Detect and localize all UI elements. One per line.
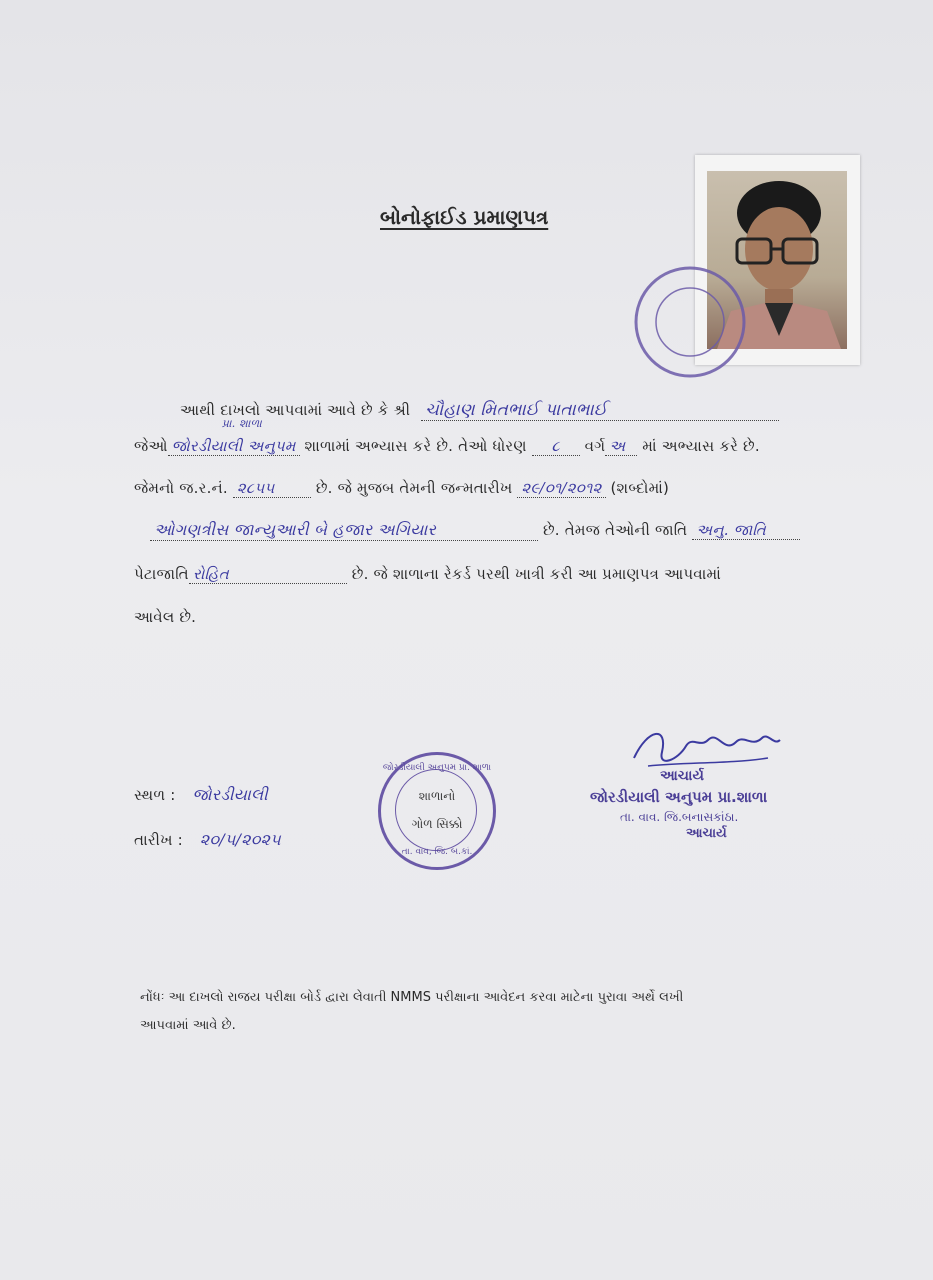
caste: અનુ. જાતિ [692,521,800,540]
school-seal-ring-text: જોરડીયાલી અનુપમ પ્રા. શાળા [382,763,492,773]
principal-signature [628,718,788,778]
principal-stamp-line1: જોરડીયાલી અનુપમ પ્રા.શાળા [590,788,768,806]
school-name-text: જોરડીયાલી અનુપમ [171,437,296,455]
line2-prefix: જેઓ [134,437,168,455]
principal-label: આચાર્ય [660,768,704,784]
date-row [134,830,281,850]
school-seal [378,752,496,870]
line2-mid: શાળામાં અભ્યાસ કરે છે. તેઓ ધોરણ [304,437,527,455]
photo-seal-stamp [630,262,750,382]
line1-prefix: આથી દાખલો આપવામાં આવે છે કે શ્રી [180,401,411,419]
school-name [168,417,300,456]
line2-suffix: માં અભ્યાસ કરે છે. [642,437,760,455]
sub-caste: રોહિત [189,565,347,584]
body-line-6: આવેલ છે. [134,608,197,626]
gr-number: ૨૮૫૫ [233,479,311,498]
school-seal-base-text: તા. વાવ, જિ. બ.કાં. [401,847,473,857]
line5-suffix: છે. જે શાળાના રેકર્ડ પરથી ખાત્રી કરી આ પ્રમાણપત્ર આપવામાં [351,565,721,583]
body-line-2 [134,417,760,456]
body-line-1 [180,400,779,421]
standard: ૮ [532,437,580,456]
date-label: તારીખ : [134,831,183,849]
line4-mid: છે. તેમજ તેઓની જાતિ [542,521,688,539]
body-line-5 [134,565,721,584]
school-name-above: પ્રા. શાળા [221,417,262,430]
line5-prefix: પેટાજાતિ [134,565,189,583]
student-name: ચૌહાણ મિતભાઈ પાતાભાઈ [421,400,779,421]
line3-suffix: (શબ્દોમાં) [610,479,670,497]
note-line-1: નોંધઃ આ દાખલો રાજય પરીક્ષા બોર્ડ દ્વારા લેવાતી NMMS પરીક્ષાના આવેદન કરવા માટેના પુરાવા અર્થે લખી [140,990,684,1005]
school-seal-text-top: શાળાનો [418,789,456,803]
principal-stamp-line2: તા. વાવ. જિ.બનાસકાંઠા. [620,810,739,824]
school-seal-text-bottom: ગોળ સિક્કો [411,817,463,831]
school-seal-inner-ring [395,769,477,851]
line3-prefix: જેમનો જ.ર.નં. [134,479,228,497]
principal-stamp-line3: આચાર્ય [686,826,727,841]
birth-date: ૨૯/૦૧/૨૦૧૨ [517,479,605,498]
body-line-3 [134,479,669,498]
place-label: સ્થળ : [134,786,176,804]
division: અ [605,437,637,456]
birth-date-words: ઓગણત્રીસ જાન્યુઆરી બે હજાર અગિયાર [150,520,538,541]
date-value: ૨૦/૫/૨૦૨૫ [199,830,281,849]
line3-mid: છે. જે મુજબ તેમની જન્મતારીખ [315,479,513,497]
note-line-2: આપવામાં આવે છે. [140,1018,236,1033]
document-title: બોનોફાઈડ પ્રમાણપત્ર [380,205,549,229]
place-value: જોરડીયાલી [192,785,268,804]
class-label: વર્ગ [584,437,606,455]
place-row [134,785,268,805]
body-line-4 [150,520,800,541]
